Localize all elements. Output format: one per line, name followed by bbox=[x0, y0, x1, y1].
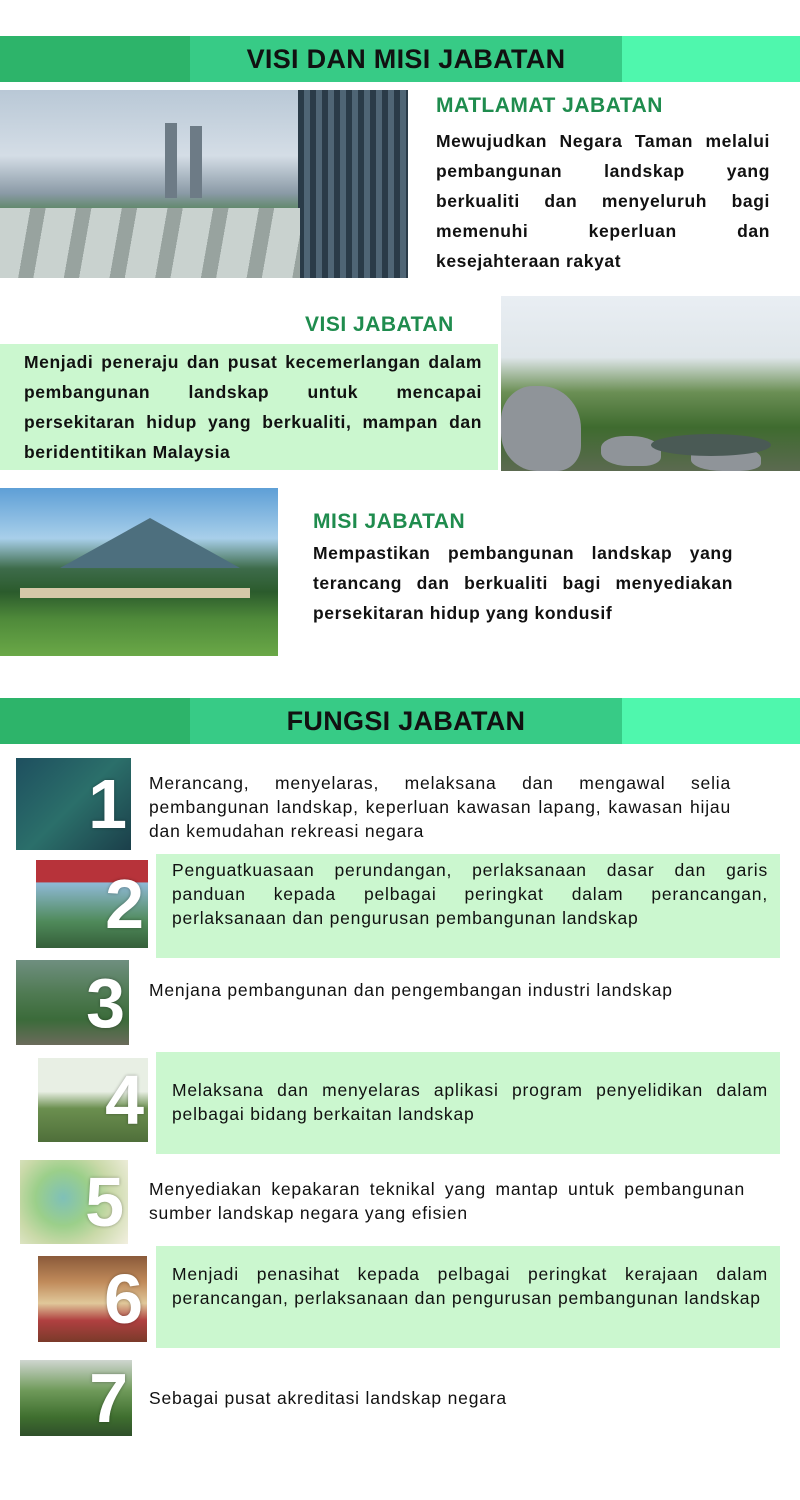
fungsi-text-7: Sebagai pusat akreditasi landskap negara bbox=[149, 1388, 507, 1408]
visi-misi-banner bbox=[0, 36, 800, 82]
fungsi-text-2: Penguatkuasaan perundangan, perlaksanaan dasar dan garis panduan kepada pelbagai peringkat dalam perancangan, perlaksanaan dan pengurusan pembangunan landskap bbox=[172, 860, 768, 928]
fungsi-thumb-3 bbox=[16, 960, 129, 1045]
fungsi-text-6: Menjadi penasihat kepada pelbagai peringkat kerajaan dalam perancangan, perlaksanaan dan pengurusan pembangunan landskap bbox=[172, 1264, 768, 1308]
fungsi-number-2: 2 bbox=[105, 865, 144, 943]
fungsi-thumb-4 bbox=[38, 1058, 148, 1142]
misi-heading: MISI JABATAN bbox=[313, 510, 466, 533]
banner-right-band bbox=[622, 36, 800, 82]
fungsi-text-4: Melaksana dan menyelaras aplikasi program penyelidikan dalam pelbagai bidang berkaitan landskap bbox=[172, 1080, 768, 1124]
banner-left-band bbox=[0, 698, 190, 744]
fungsi-text-3: Menjana pembangunan dan pengembangan industri landskap bbox=[149, 980, 673, 1000]
fungsi-thumb-6 bbox=[38, 1256, 147, 1342]
fungsi-number-3: 3 bbox=[86, 963, 125, 1042]
fungsi-thumb-5 bbox=[20, 1160, 128, 1244]
garden-photo bbox=[501, 296, 800, 471]
fungsi-number-5: 5 bbox=[85, 1163, 124, 1241]
fungsi-number-1: 1 bbox=[88, 765, 127, 843]
visi-text: Menjadi peneraju dan pusat kecemerlangan dalam pembangunan landskap untuk mencapai persekitaran hidup yang berkualiti, mampan dan beridentitikan Malaysia bbox=[24, 352, 482, 462]
lake-photo bbox=[0, 488, 278, 656]
fungsi-number-4: 4 bbox=[105, 1061, 144, 1139]
visi-misi-title: VISI DAN MISI JABATAN bbox=[246, 44, 566, 74]
banner-right-band bbox=[622, 698, 800, 744]
klcc-photo bbox=[0, 90, 408, 278]
misi-text: Mempastikan pembangunan landskap yang terancang dan berkualiti bagi menyediakan persekitaran hidup yang kondusif bbox=[313, 543, 733, 623]
fungsi-text-5: Menyediakan kepakaran teknikal yang mantap untuk pembangunan sumber landskap negara yang efisien bbox=[149, 1179, 745, 1223]
fungsi-thumb-7 bbox=[20, 1360, 132, 1436]
fungsi-number-6: 6 bbox=[104, 1260, 143, 1338]
fungsi-thumb-1 bbox=[16, 758, 131, 850]
fungsi-banner bbox=[0, 698, 800, 744]
fungsi-text-1: Merancang, menyelaras, melaksana dan mengawal selia pembangunan landskap, keperluan kawasan lapang, kawasan hijau dan kemudahan rekreasi negara bbox=[149, 773, 731, 841]
matlamat-text: Mewujudkan Negara Taman melalui pembangunan landskap yang berkualiti dan menyeluruh bagi memenuhi keperluan dan kesejahteraan rakyat bbox=[436, 131, 770, 271]
fungsi-thumb-2 bbox=[36, 860, 148, 948]
fungsi-title: FUNGSI JABATAN bbox=[286, 706, 526, 736]
visi-heading: VISI JABATAN bbox=[305, 313, 454, 336]
matlamat-heading: MATLAMAT JABATAN bbox=[436, 94, 663, 117]
banner-left-band bbox=[0, 36, 190, 82]
fungsi-number-7: 7 bbox=[89, 1360, 128, 1436]
